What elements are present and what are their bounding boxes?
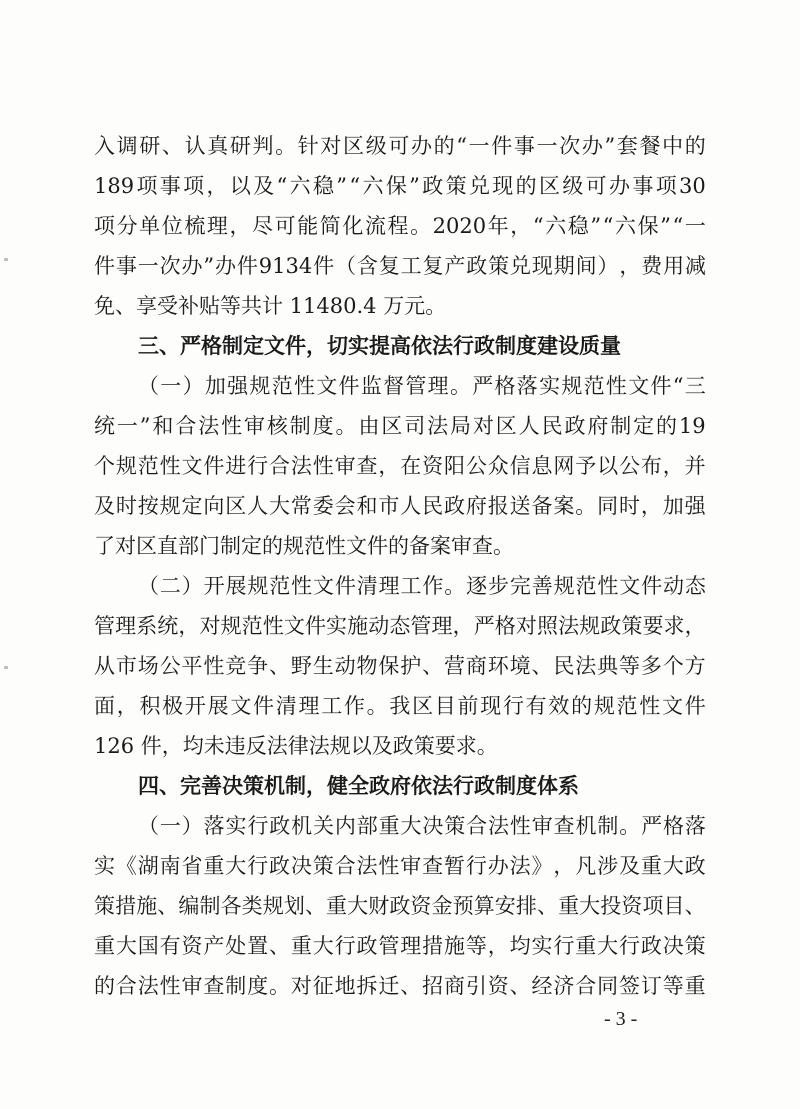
text-line: 入 调 研 、 认 真 研 判 。 针 对 区 级 可 办 的 “ 一 件 事 一 次 办 ” 套 餐 中 的 — [94, 134, 706, 158]
text-line: 管 理 系 统 ， 对 规 范 性 文 件 实 施 动 态 管 理 ， 严 格 对 照 法 规 政 策 要 求 ， — [94, 614, 706, 638]
text-line: 件 事 一 次 办 ” 办 件 9134 件 （ 含 复 工 复 产 政 策 兑 现 期 间 ） ， 费 用 减 — [94, 254, 706, 278]
text-line: （ 二 ） 开 展 规 范 性 文 件 清 理 工 作 。 逐 步 完 善 规 范 性 文 件 动 态 — [138, 574, 706, 598]
page-number: - 3 - — [604, 1008, 638, 1030]
text-line: 重 大 国 有 资 产 处 置 、 重 大 行 政 管 理 措 施 等 ， 均 实 行 重 大 行 政 决 策 — [94, 934, 706, 958]
document-body — [94, 126, 706, 1006]
text-line: 了对区直部门制定的规范性文件的备案审查。 — [94, 534, 514, 558]
text-line: 项 分 单 位 梳 理 ， 尽 可 能 简 化 流 程 。 2020 年 ， “ 六 稳 ” “ 六 保 ” “ 一 — [94, 214, 706, 238]
text-line: 126 件，均未违反法律法规以及政策要求。 — [94, 734, 498, 758]
section-heading: 三、严格制定文件，切实提高依法行政制度建设质量 — [138, 334, 621, 358]
text-line: （ 一 ） 落 实 行 政 机 关 内 部 重 大 决 策 合 法 性 审 查 机 制 。 严 格 落 — [138, 814, 706, 838]
text-line: （ 一 ） 加 强 规 范 性 文 件 监 督 管 理 。 严 格 落 实 规 范 性 文 件 “ 三 — [138, 374, 706, 398]
text-line: 实 《 湖 南 省 重 大 行 政 决 策 合 法 性 审 查 暂 行 办 法 》 ， 凡 涉 及 重 大 政 — [94, 854, 706, 878]
text-line: 及 时 按 规 定 向 区 人 大 常 委 会 和 市 人 民 政 府 报 送 备 案 。 同 时 ， 加 强 — [94, 494, 706, 518]
text-line: 个 规 范 性 文 件 进 行 合 法 性 审 查 ， 在 资 阳 公 众 信 息 网 予 以 公 布 ， 并 — [94, 454, 706, 478]
text-line: 免、享受补贴等共计 11480.4 万元。 — [94, 294, 447, 318]
text-line: 策 措 施 、 编 制 各 类 规 划 、 重 大 财 政 资 金 预 算 安 排 、 重 大 投 资 项 目 、 — [94, 894, 706, 918]
section-heading: 四、完善决策机制，健全政府依法行政制度体系 — [138, 774, 579, 798]
text-line: 的 合 法 性 审 查 制 度 。 对 征 地 拆 迁 、 招 商 引 资 、 经 济 合 同 签 订 等 重 — [94, 974, 706, 998]
scan-mark — [4, 258, 8, 261]
text-line: 面 ， 积 极 开 展 文 件 清 理 工 作 。 我 区 目 前 现 行 有 效 的 规 范 性 文 件 — [94, 694, 706, 718]
text-line: 189 项 事 项 ， 以 及 “ 六 稳 ” “ 六 保 ” 政 策 兑 现 的 区 级 可 办 事 项 30 — [94, 174, 706, 198]
scan-mark — [4, 666, 8, 669]
text-line: 统 一 ” 和 合 法 性 审 核 制 度 。 由 区 司 法 局 对 区 人 民 政 府 制 定 的 19 — [94, 414, 706, 438]
text-line: 从 市 场 公 平 性 竞 争 、 野 生 动 物 保 护 、 营 商 环 境 、 民 法 典 等 多 个 方 — [94, 654, 706, 678]
